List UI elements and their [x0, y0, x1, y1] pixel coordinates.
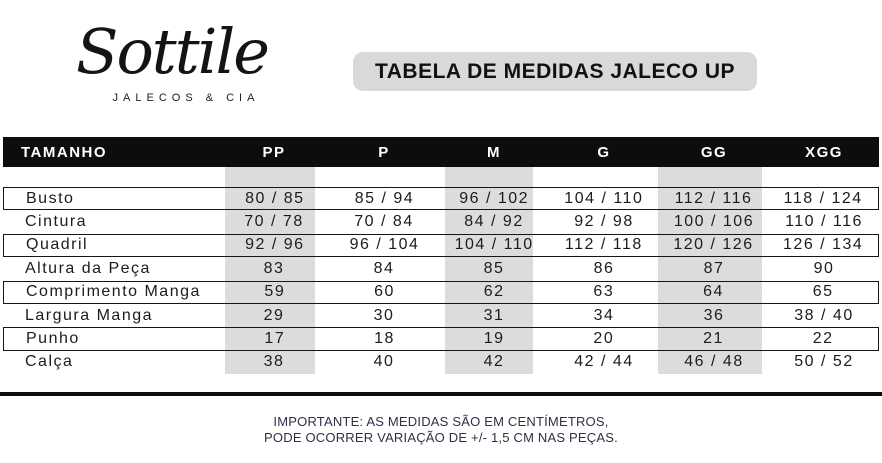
measurement-value: 31 — [483, 306, 505, 324]
size-column-header: P — [378, 143, 390, 161]
measurement-value: 46 / 48 — [684, 353, 744, 371]
footer-divider — [0, 392, 882, 396]
measurement-value: 84 — [373, 259, 395, 277]
table-header-row — [3, 137, 879, 167]
measurement-value: 17 — [264, 330, 286, 348]
measurement-value: 34 — [593, 306, 615, 324]
measurement-value: 60 — [374, 283, 395, 301]
measurement-value: 20 — [593, 330, 615, 348]
measurement-value: 90 — [813, 259, 835, 277]
footer-line-2: PODE OCORRER VARIAÇÃO DE +/- 1,5 CM NAS PEÇAS. — [264, 429, 618, 445]
row-label: Busto — [26, 189, 75, 207]
brand-tagline: JALECOS & CIA — [112, 92, 260, 104]
measurement-value: 21 — [703, 330, 724, 348]
measurement-value: 64 — [703, 283, 724, 301]
measurement-value: 70 / 84 — [354, 213, 414, 231]
measurement-value: 85 — [483, 259, 505, 277]
size-column-header: G — [597, 143, 611, 161]
measurement-value: 86 — [593, 259, 615, 277]
measurement-value: 30 — [373, 306, 395, 324]
measurement-value: 38 / 40 — [794, 306, 854, 324]
table-row — [3, 281, 879, 304]
measurement-value: 96 / 102 — [459, 189, 530, 207]
size-column-header: XGG — [805, 143, 843, 161]
measurement-value: 112 / 118 — [564, 236, 643, 254]
measurements-table — [3, 137, 879, 374]
measurement-value: 100 / 106 — [673, 213, 755, 231]
measurement-value: 70 / 78 — [244, 213, 304, 231]
table-row — [3, 234, 879, 257]
table-body — [3, 167, 879, 374]
measurement-value: 80 / 85 — [245, 189, 305, 207]
measurement-value: 36 — [703, 306, 725, 324]
measurement-value: 104 / 110 — [564, 189, 644, 207]
table-row — [3, 210, 879, 233]
measurement-value: 18 — [374, 330, 395, 348]
measurement-value: 29 — [263, 306, 285, 324]
measurement-value: 104 / 110 — [454, 236, 534, 254]
measurement-value: 87 — [703, 259, 725, 277]
measurement-value: 22 — [812, 330, 834, 348]
footer-line-1: IMPORTANTE: AS MEDIDAS SÃO EM CENTÍMETROS, — [273, 414, 609, 429]
measurement-value: 110 / 116 — [785, 213, 863, 231]
measurement-value: 126 / 134 — [783, 236, 864, 254]
table-row — [3, 327, 879, 350]
measurement-value: 50 / 52 — [794, 353, 854, 371]
measurement-value: 62 — [483, 283, 505, 301]
measurement-value: 112 / 116 — [674, 189, 753, 207]
page-title: TABELA DE MEDIDAS JALECO UP — [353, 52, 757, 91]
measurement-value: 92 / 98 — [574, 213, 634, 231]
measurement-value: 59 — [264, 283, 286, 301]
table-row — [3, 187, 879, 210]
row-label: Calça — [25, 353, 74, 371]
footer-note — [0, 414, 882, 445]
measurement-value: 42 — [483, 353, 505, 371]
row-label: Cintura — [25, 213, 88, 231]
size-column-header: PP — [262, 143, 286, 161]
table-row — [3, 351, 879, 374]
measurement-value: 92 / 96 — [245, 236, 305, 254]
measurement-value: 118 / 124 — [783, 189, 863, 207]
measurement-value: 84 / 92 — [464, 213, 524, 231]
size-column-header: TAMANHO — [21, 143, 108, 161]
row-label: Largura Manga — [25, 306, 154, 324]
brand-logo — [52, 8, 292, 104]
measurement-value: 38 — [263, 353, 285, 371]
measurement-value: 85 / 94 — [354, 189, 415, 207]
brand-name: Sottile — [76, 15, 268, 88]
size-column-header: M — [487, 143, 501, 161]
table-row — [3, 257, 879, 280]
row-label: Quadril — [26, 236, 89, 254]
measurement-value: 65 — [812, 283, 834, 301]
row-label: Punho — [26, 330, 80, 348]
measurement-value: 19 — [483, 330, 505, 348]
row-label: Altura da Peça — [25, 259, 151, 277]
table-row — [3, 304, 879, 327]
size-column-header: GG — [700, 143, 728, 161]
measurement-value: 42 / 44 — [574, 353, 634, 371]
measurement-value: 83 — [263, 259, 285, 277]
measurement-value: 120 / 126 — [673, 236, 754, 254]
measurement-value: 96 / 104 — [349, 236, 420, 254]
measurement-value: 40 — [373, 353, 395, 371]
measurement-value: 63 — [593, 283, 615, 301]
row-label: Comprimento Manga — [26, 283, 201, 301]
